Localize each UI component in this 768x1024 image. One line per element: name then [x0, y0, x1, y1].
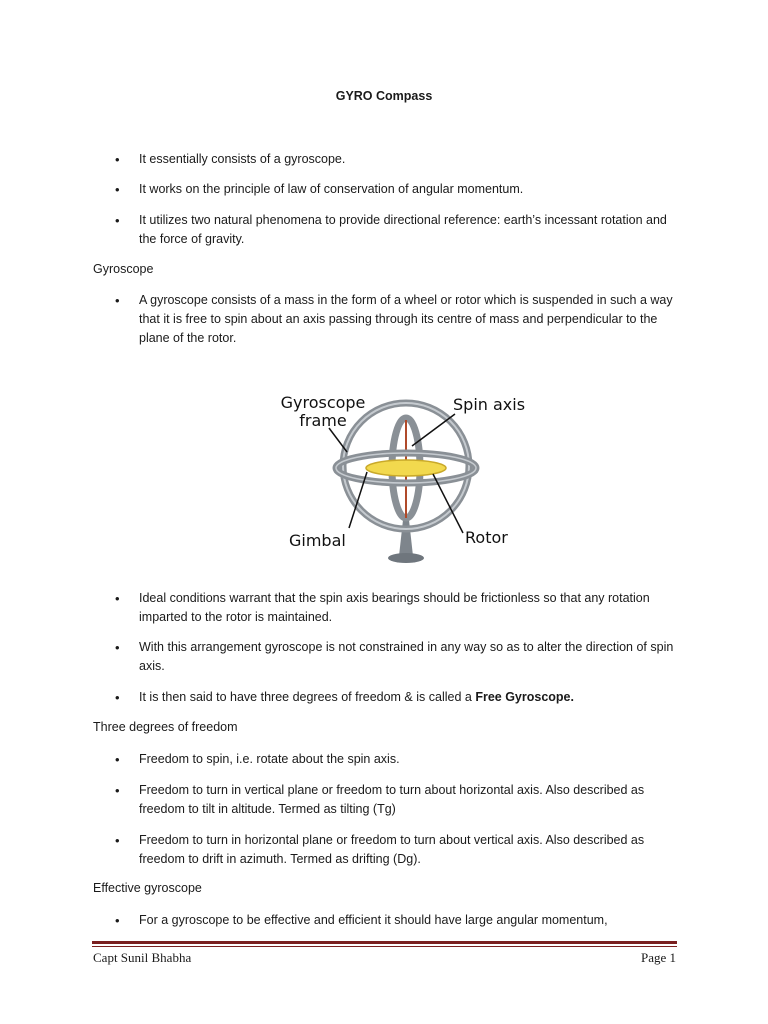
free-gyro-text: It is then said to have three degrees of freedom & is called a: [139, 690, 476, 704]
bullet-item: • For a gyroscope to be effective and efficient it should have large angular momentum,: [139, 911, 679, 930]
footer-rule-thin: [92, 946, 677, 947]
bullet-item: • It utilizes two natural phenomena to provide directional reference: earth’s incessant rotation and the force of gravity.: [139, 211, 679, 249]
bullet-item: • It essentially consists of a gyroscope.: [139, 150, 679, 169]
label-gyroscope-frame-line2: frame: [299, 411, 347, 430]
bullet-item: • Ideal conditions warrant that the spin axis bearings should be frictionless so that any rotation imparted to the rotor is maintained.: [139, 589, 679, 627]
bullet-item-free-gyroscope: [139, 688, 679, 707]
label-spin-axis: Spin axis: [453, 395, 526, 414]
section-heading-degrees-of-freedom: Three degrees of freedom: [93, 720, 238, 734]
page-title: GYRO Compass: [335, 89, 433, 103]
rotor-disc: [366, 460, 446, 476]
bullet-item: • Freedom to turn in horizontal plane or freedom to turn about vertical axis. Also described as freedom to drift in azimuth. Termed as drifting (Dg).: [139, 831, 679, 869]
bullet-item: • With this arrangement gyroscope is not constrained in any way so as to alter the direction of spin axis.: [139, 638, 679, 676]
gyroscope-figure: [275, 388, 545, 574]
bullet-item: • Freedom to turn in vertical plane or freedom to turn about horizontal axis. Also described as freedom to tilt in altitude. Termed as tilting (Tg): [139, 781, 679, 819]
label-rotor: Rotor: [465, 528, 508, 547]
free-gyro-emphasis: Free Gyroscope.: [475, 690, 574, 704]
label-gimbal: Gimbal: [289, 531, 346, 550]
section-heading-gyroscope: Gyroscope: [93, 262, 154, 276]
gyroscope-diagram: [275, 388, 545, 574]
bullet-item: • A gyroscope consists of a mass in the form of a wheel or rotor which is suspended in such a way that it is free to spin about an axis passing through its centre of mass and perpendicular to the plane of the rotor.: [139, 291, 679, 348]
bullet-item: • It works on the principle of law of conservation of angular momentum.: [139, 180, 679, 199]
bullet-item: • Freedom to spin, i.e. rotate about the spin axis.: [139, 750, 679, 769]
footer-page-number: Page 1: [640, 950, 676, 965]
stand-base: [388, 553, 424, 563]
footer-rule: [92, 941, 677, 944]
footer-author: Capt Sunil Bhabha: [93, 950, 192, 965]
label-gyroscope-frame-line1: Gyroscope: [280, 393, 366, 412]
section-heading-effective-gyroscope: Effective gyroscope: [93, 881, 202, 895]
leader-line-frame: [329, 428, 347, 452]
